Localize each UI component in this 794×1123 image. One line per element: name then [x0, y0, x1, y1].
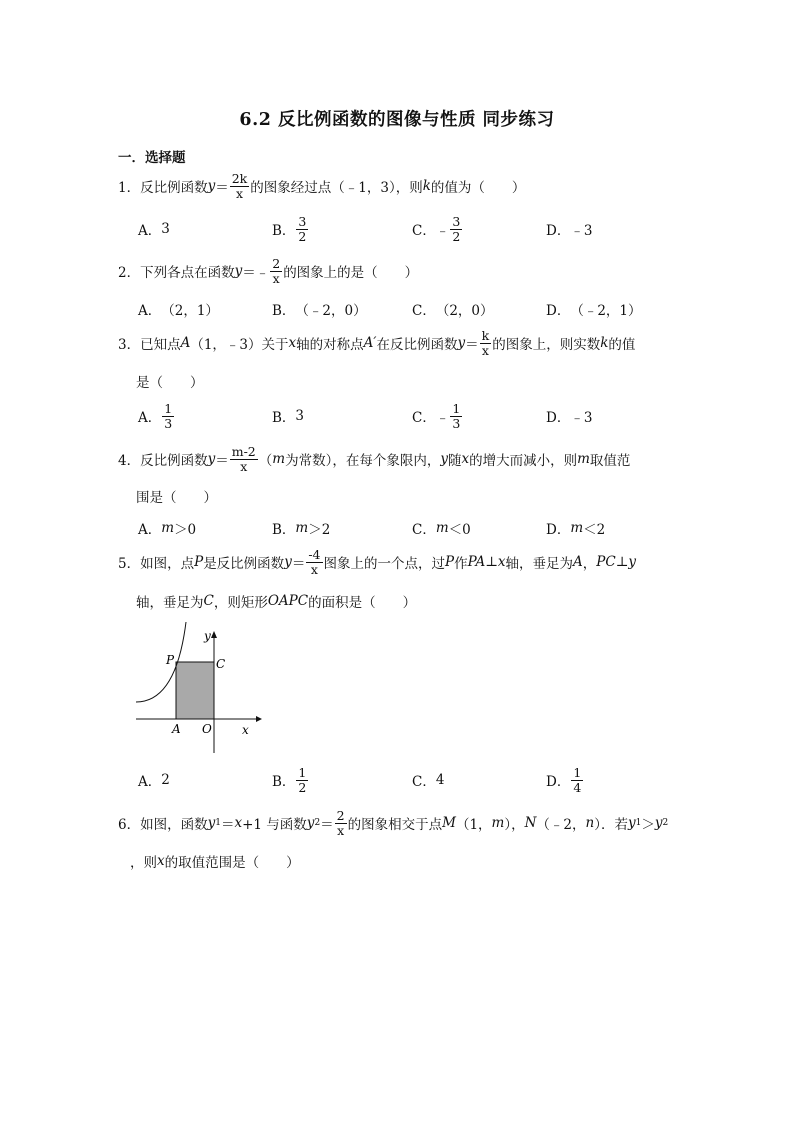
- math-var: A′: [363, 335, 377, 351]
- fraction-numerator: 1: [573, 765, 582, 781]
- option-text: ﹣3: [570, 223, 593, 239]
- math-var: N: [524, 815, 537, 831]
- math-var: PC: [596, 554, 616, 570]
- question-number: 1．: [118, 180, 141, 196]
- math-symbol: ＝﹣: [242, 265, 270, 281]
- option-text: 4: [435, 772, 445, 788]
- math-subscript: 2: [314, 818, 321, 828]
- math-var: PA: [467, 554, 486, 570]
- question-text: 的图象上，则实数: [492, 337, 601, 353]
- math-var: m: [577, 451, 590, 467]
- fraction: [296, 215, 308, 242]
- origin-label: O: [202, 722, 212, 736]
- fraction-denominator: x: [310, 561, 318, 577]
- math-var: M: [442, 815, 456, 831]
- question-text: 的取值范围是（ ）: [164, 855, 300, 871]
- fraction-denominator: 2: [298, 779, 307, 795]
- math-var: y: [207, 451, 216, 467]
- option-text: 2: [161, 772, 170, 788]
- fraction-numerator: 3: [298, 214, 307, 230]
- question-text: 为常数），在每个象限内，: [285, 453, 441, 469]
- option-label: C．: [412, 774, 436, 790]
- question-number: 4．: [118, 453, 141, 469]
- point-p-label: P: [166, 653, 175, 667]
- fraction: [270, 257, 282, 284]
- math-var: x: [288, 335, 297, 351]
- question-text: 下列各点在函数: [140, 265, 235, 281]
- math-var: P: [194, 554, 204, 570]
- option-label: A．: [138, 774, 162, 790]
- question-text: 的值: [608, 337, 636, 353]
- fraction-denominator: 3: [452, 415, 461, 431]
- math-symbol: ＝: [215, 453, 229, 469]
- rectangle-oapc: [176, 662, 214, 719]
- question-text: 轴，垂足为: [505, 556, 574, 572]
- option-a[interactable]: [138, 401, 175, 431]
- option-b[interactable]: [272, 401, 304, 431]
- math-var: A: [573, 554, 583, 570]
- question-text: 已知点: [140, 337, 181, 353]
- math-subscript: 1: [215, 818, 221, 828]
- math-symbol: ＝: [465, 337, 479, 353]
- question-text: 取值范: [589, 453, 631, 469]
- question-text: 如图，点: [140, 556, 195, 572]
- fraction-numerator: 1: [164, 401, 173, 417]
- fraction: [450, 215, 462, 242]
- question-text: 的面积是（ ）: [308, 595, 417, 611]
- question-4: [118, 444, 678, 474]
- question-text: 反比例函数: [140, 453, 208, 469]
- option-text: （﹣2，0）: [295, 303, 367, 319]
- question-4-continued: [136, 481, 696, 511]
- question-text: 是（ ）: [136, 375, 204, 391]
- question-5-continued: [136, 586, 696, 616]
- fraction-denominator: x: [272, 270, 280, 286]
- math-var: k: [422, 178, 431, 194]
- option-sign: ﹣: [435, 223, 450, 239]
- option-a[interactable]: [138, 214, 170, 244]
- math-var: y: [284, 554, 292, 570]
- option-d[interactable]: [546, 401, 592, 431]
- math-var: y: [457, 335, 466, 351]
- math-var: m: [161, 520, 175, 536]
- question-text: 轴的对称点: [296, 337, 364, 353]
- question-text: 的图象相交于点: [347, 817, 443, 833]
- option-label: C．: [412, 223, 436, 239]
- option-label: C．: [412, 410, 436, 426]
- math-symbol: ⊥: [485, 554, 498, 570]
- fraction-numerator: k: [481, 328, 490, 344]
- question-3: [118, 328, 678, 358]
- fraction: [306, 548, 322, 575]
- option-a[interactable]: [138, 294, 219, 324]
- math-var: m: [570, 520, 584, 536]
- options-q3: [138, 401, 678, 431]
- math-var: x: [461, 451, 470, 467]
- point-c-label: C: [216, 657, 226, 671]
- math-var: x: [234, 815, 243, 831]
- option-label: A．: [138, 522, 162, 538]
- question-3-continued: [136, 366, 696, 396]
- math-var: m: [295, 520, 309, 536]
- option-c[interactable]: [412, 765, 444, 795]
- question-text: 轴，垂足为: [136, 595, 204, 611]
- option-text: ＜2: [583, 522, 606, 538]
- fraction: [296, 766, 308, 793]
- math-var: m: [491, 815, 505, 831]
- question-2: [118, 256, 678, 286]
- math-subscript: 2: [662, 818, 669, 828]
- fraction-denominator: 4: [573, 779, 582, 795]
- fraction-denominator: x: [481, 342, 489, 358]
- math-var: y: [654, 815, 663, 831]
- option-d[interactable]: [546, 765, 584, 795]
- option-label: D．: [546, 303, 571, 319]
- option-label: B．: [272, 303, 296, 319]
- option-label: D．: [546, 410, 571, 426]
- question-text: 如图，函数: [140, 817, 208, 833]
- option-label: C．: [412, 303, 436, 319]
- option-text: （2，1）: [161, 303, 219, 319]
- options-q5: [138, 765, 678, 795]
- question-text: 的图象上的是（ ）: [283, 265, 419, 281]
- option-a[interactable]: [138, 765, 170, 795]
- y-axis-label: y: [204, 629, 211, 643]
- fraction: [335, 809, 347, 836]
- section-heading: 一．选择题: [118, 150, 186, 166]
- question-6: [118, 808, 678, 838]
- option-c[interactable]: [412, 401, 463, 431]
- question-number: 6．: [118, 817, 141, 833]
- fraction: [230, 445, 258, 472]
- option-c[interactable]: [412, 214, 463, 244]
- fraction: [162, 402, 174, 429]
- question-text: ）．若: [594, 817, 628, 833]
- option-d[interactable]: [546, 513, 605, 543]
- option-b[interactable]: [272, 765, 309, 795]
- y-axis-arrow: [211, 631, 217, 638]
- fraction: [571, 766, 583, 793]
- fraction-numerator: 1: [452, 401, 461, 417]
- math-var: x: [157, 853, 165, 869]
- question-text: 作: [454, 556, 468, 572]
- fraction-numerator: 2: [272, 256, 281, 272]
- option-a[interactable]: [138, 513, 196, 543]
- option-text: 3: [161, 221, 170, 237]
- option-c[interactable]: [412, 513, 471, 543]
- option-text: （2，0）: [435, 303, 494, 319]
- question-text: +1 与函数: [242, 817, 307, 833]
- question-text: 在反比例函数: [376, 337, 458, 353]
- math-var: y: [234, 263, 243, 279]
- fraction-denominator: 2: [298, 228, 307, 244]
- question-number: 2．: [118, 265, 141, 281]
- question-text: ），: [504, 817, 525, 833]
- math-symbol: ＞: [641, 817, 655, 833]
- options-q2: [138, 294, 678, 324]
- option-label: D．: [546, 522, 571, 538]
- option-d[interactable]: [546, 294, 642, 324]
- question-text: ，则: [130, 855, 157, 871]
- fraction-numerator: 3: [452, 214, 461, 230]
- math-var: C: [203, 593, 214, 609]
- option-label: A．: [138, 223, 162, 239]
- options-q4: [138, 513, 678, 543]
- question-5: [118, 547, 678, 577]
- question-text: 的图象经过点（﹣1，3），则: [250, 180, 423, 196]
- math-symbol: ＝: [320, 817, 334, 833]
- option-label: B．: [272, 223, 296, 239]
- figure-q5: [128, 618, 268, 758]
- options-q1: [138, 214, 678, 244]
- fraction-numerator: 2: [336, 808, 345, 824]
- option-label: D．: [546, 223, 571, 239]
- math-var: m: [435, 520, 449, 536]
- question-text: 的值为（ ）: [430, 180, 526, 196]
- math-subscript: 1: [635, 818, 642, 828]
- math-var: y: [306, 815, 315, 831]
- fraction-denominator: x: [240, 458, 248, 474]
- option-text: ＞2: [308, 522, 331, 538]
- page-title: 6.2 反比例函数的图像与性质 同步练习: [239, 110, 555, 130]
- option-label: A．: [138, 303, 162, 319]
- fraction-denominator: x: [235, 185, 244, 201]
- option-d[interactable]: [546, 214, 592, 244]
- fraction-numerator: m-2: [231, 444, 256, 460]
- fraction: [230, 172, 250, 199]
- fraction-denominator: x: [337, 822, 345, 838]
- question-text: 围是（ ）: [136, 490, 217, 506]
- fraction-denominator: 3: [164, 415, 173, 431]
- x-axis-label: x: [242, 723, 249, 737]
- math-symbol: ⊥: [615, 554, 629, 570]
- option-label: B．: [272, 522, 296, 538]
- math-symbol: ＝: [215, 180, 229, 196]
- math-var: y: [207, 178, 216, 194]
- option-text: ﹣3: [570, 410, 593, 426]
- point-a-label: A: [172, 722, 181, 736]
- option-label: A．: [138, 410, 162, 426]
- question-number: 3．: [118, 337, 141, 353]
- x-axis-arrow: [256, 716, 262, 722]
- fraction: [480, 329, 492, 356]
- question-text: ，则矩形: [213, 595, 268, 611]
- fraction-numerator: 1: [298, 765, 307, 781]
- question-text: 是反比例函数: [203, 556, 285, 572]
- math-symbol: ＝: [220, 817, 235, 833]
- question-text: （﹣2，: [536, 817, 586, 833]
- fraction: [450, 402, 462, 429]
- option-b[interactable]: [272, 513, 330, 543]
- math-var: y: [440, 451, 448, 467]
- option-b[interactable]: [272, 214, 309, 244]
- option-sign: ﹣: [435, 410, 450, 426]
- option-label: C．: [412, 522, 436, 538]
- question-text: 反比例函数: [140, 180, 208, 196]
- math-var: n: [585, 815, 595, 831]
- fraction-numerator: -4: [308, 547, 321, 563]
- option-text: ＜0: [448, 522, 471, 538]
- question-text: 随: [447, 453, 462, 469]
- option-label: B．: [272, 774, 296, 790]
- question-text: （: [258, 453, 273, 469]
- question-number: 5．: [118, 556, 141, 572]
- math-var: P: [445, 554, 455, 570]
- math-symbol: ＝: [291, 556, 306, 572]
- option-text: 3: [295, 408, 305, 424]
- question-6-continued: [130, 846, 690, 876]
- math-var: A: [180, 335, 191, 351]
- option-text: ＞0: [174, 522, 197, 538]
- option-text: （﹣2，1）: [570, 303, 642, 319]
- option-label: B．: [272, 410, 296, 426]
- math-var: y: [628, 554, 637, 570]
- question-text: ，: [582, 556, 597, 572]
- math-var: k: [600, 335, 609, 351]
- math-var: x: [497, 554, 506, 570]
- fraction-denominator: 2: [452, 228, 461, 244]
- question-text: （1，: [455, 817, 492, 833]
- math-var: OAPC: [267, 593, 309, 609]
- question-1: [118, 171, 678, 201]
- question-text: 图象上的一个点，过: [323, 556, 446, 572]
- question-text: 的增大而减小，则: [469, 453, 578, 469]
- math-var: y: [207, 815, 216, 831]
- math-var: m: [272, 451, 286, 467]
- math-var: y: [627, 815, 636, 831]
- option-c[interactable]: [412, 294, 494, 324]
- fraction-numerator: 2k: [231, 171, 248, 187]
- option-b[interactable]: [272, 294, 367, 324]
- option-label: D．: [546, 774, 571, 790]
- question-text: （1，﹣3）关于: [190, 337, 289, 353]
